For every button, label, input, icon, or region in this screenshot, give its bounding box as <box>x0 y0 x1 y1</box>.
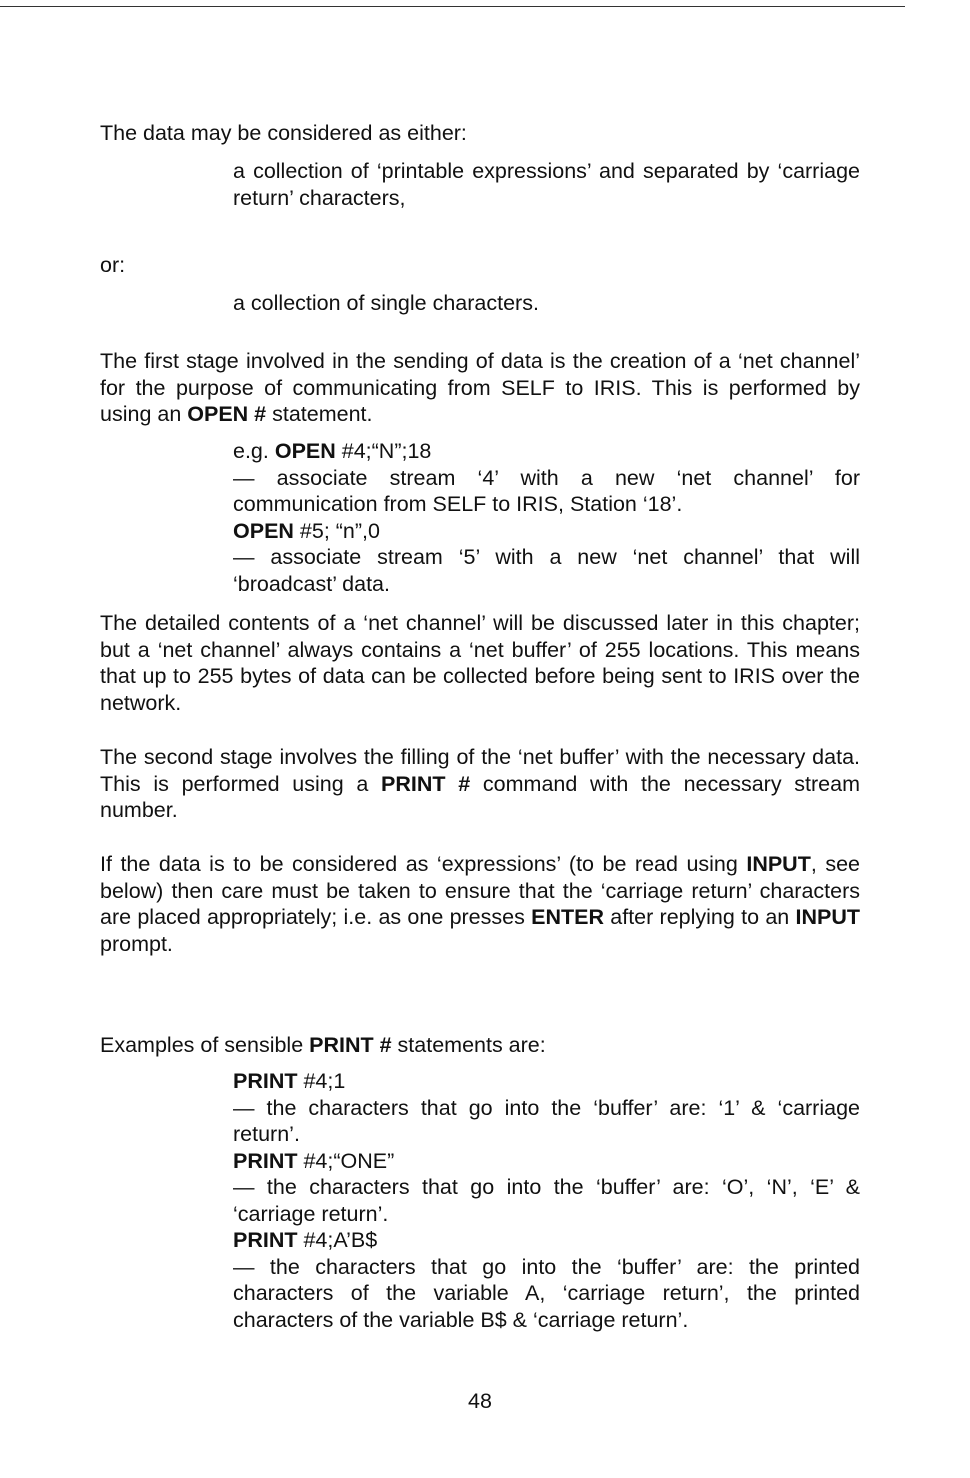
print-example-1-code <box>233 1068 860 1095</box>
open-keyword: OPEN <box>233 518 294 543</box>
top-rule <box>0 6 905 7</box>
print-example-2-code <box>233 1148 860 1175</box>
examples-intro-text: Examples of sensible <box>100 1033 310 1057</box>
input-keyword: INPUT <box>795 905 860 929</box>
print-examples <box>233 1068 860 1333</box>
print-example-1-description: — the characters that go into the ‘buffer’ are: ‘1’ & ‘carriage return’. <box>233 1095 860 1146</box>
stage-one-paragraph <box>100 348 860 428</box>
open-example-2-description: — associate stream ‘5’ with a new ‘net channel’ that will ‘broadcast’ data. <box>233 545 860 596</box>
code-args: #4;“ONE” <box>297 1148 395 1173</box>
open-example-2-code <box>233 518 860 545</box>
print-keyword: PRINT <box>233 1069 298 1093</box>
stage-one-text: The first stage involved in the sending of data is the creation of a ‘net channel’ for the purpose of communicating from SELF to IRIS. This is performed by using an <box>100 349 860 426</box>
print-keyword: PRINT # <box>309 1033 392 1057</box>
expr-text-4: prompt. <box>100 931 173 956</box>
print-keyword: PRINT <box>233 1148 298 1173</box>
open-example-1-description: — associate stream ‘4’ with a new ‘net channel’ for communication from SELF to IRIS, Station ‘18’. <box>233 465 860 516</box>
print-example-3-description: — the characters that go into the ‘buffer’ are: the printed characters of the variable A, ‘carriage return’, the printed characters of the variable B$ & ‘carriage return’. <box>233 1254 860 1332</box>
enter-keyword: ENTER <box>531 905 604 929</box>
expressions-paragraph <box>100 851 860 957</box>
expr-text-3: after replying to an <box>604 905 796 929</box>
stage-one-end: statement. <box>266 402 373 426</box>
option-printable-expressions: a collection of ‘printable expressions’ and separated by ‘carriage return’ characters, <box>233 159 860 210</box>
open-keyword: OPEN # <box>187 402 267 426</box>
print-example-3-code <box>233 1227 860 1254</box>
page-number: 48 <box>468 1389 492 1413</box>
stage-two-paragraph <box>100 744 860 824</box>
open-example-1-code <box>233 438 860 465</box>
open-examples <box>233 438 860 597</box>
input-keyword: INPUT <box>746 852 811 876</box>
print-keyword: PRINT # <box>381 771 471 796</box>
eg-prefix: e.g. <box>233 439 275 463</box>
code-args: #5; “n”,0 <box>293 518 380 543</box>
net-channel-details-paragraph: The detailed contents of a ‘net channel’ will be discussed later in this chapter; but a ‘net channel’ always contains a ‘net buffer’ of 255 locations. This means that up to 255 bytes of data can be collected before being sent to IRIS over the network. <box>100 611 860 715</box>
code-args: #4;A’B$ <box>297 1228 378 1252</box>
expr-text-1: If the data is to be considered as ‘expressions’ (to be read using <box>100 852 747 876</box>
print-example-2-description: — the characters that go into the ‘buffer’ are: ‘O’, ‘N’, ‘E’ & ‘carriage return’. <box>233 1175 860 1226</box>
stage-two-text: The second stage involves the filling of the ‘net buffer’ with the necessary data. This is performed using a <box>100 745 860 796</box>
open-keyword: OPEN <box>274 439 336 463</box>
examples-intro-paragraph <box>100 1032 860 1059</box>
print-keyword: PRINT <box>233 1228 298 1252</box>
code-args: #4;1 <box>297 1069 346 1093</box>
option-single-characters: a collection of single characters. <box>233 291 539 315</box>
examples-intro-end: statements are: <box>391 1033 546 1057</box>
stage-two-end: command with the necessary stream number. <box>100 771 860 822</box>
code-args: #4;“N”;18 <box>335 439 432 463</box>
expr-text-2: , see below) then care must be taken to ensure that the ‘carriage return’ characters are placed appropriately; i.e. as one presses <box>100 852 860 929</box>
intro-paragraph: The data may be considered as either: <box>100 121 467 145</box>
or-label: or: <box>100 253 126 277</box>
